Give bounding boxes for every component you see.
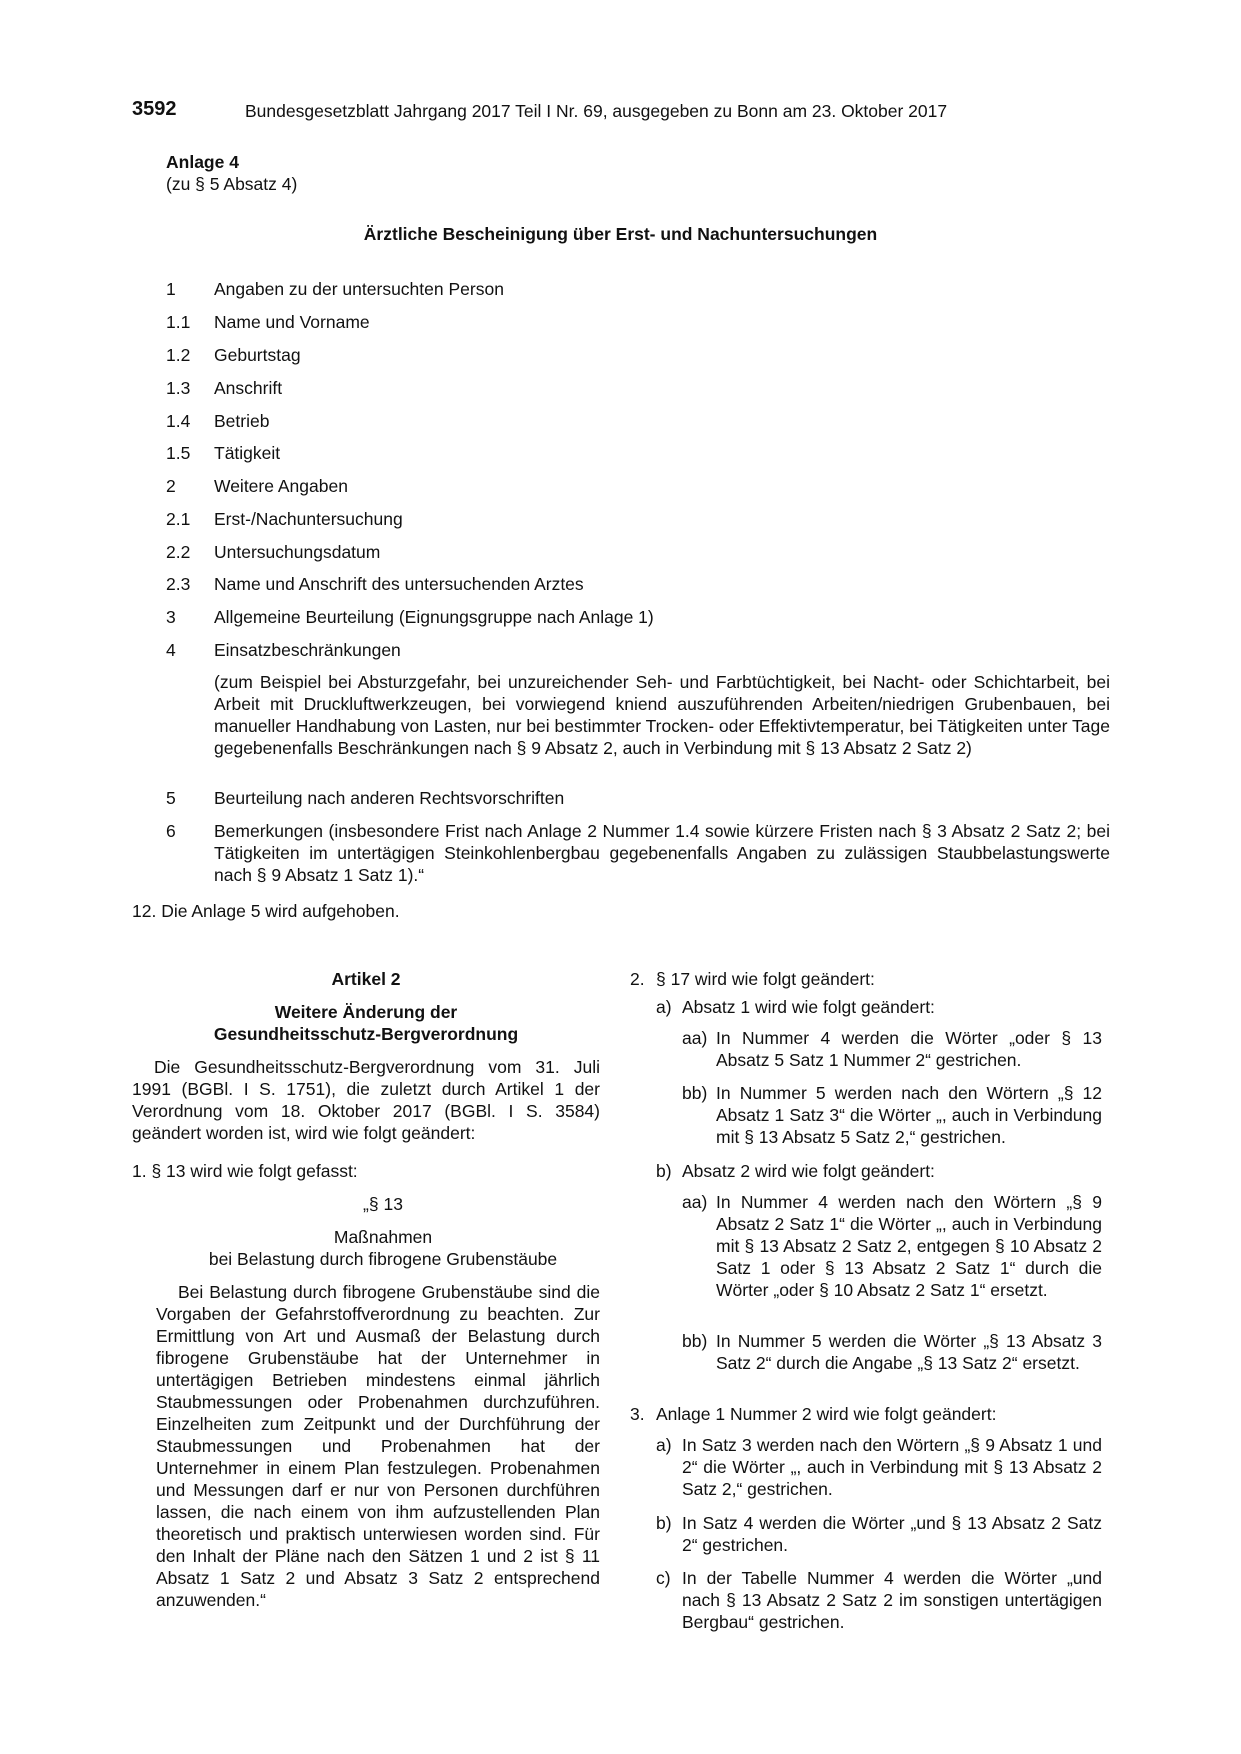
point-2-text: § 17 wird wie folgt geändert: — [656, 969, 875, 989]
point-3-text: Anlage 1 Nummer 2 wird wie folgt geändert: — [656, 1404, 997, 1424]
item-number: 3 — [166, 607, 176, 627]
anlage-title: Anlage 4 — [166, 152, 239, 172]
item-text: Bemerkungen (insbesondere Frist nach Anlage 2 Nummer 1.4 sowie kürzere Fristen nach § 3 Absatz 2 Satz 2; bei Tätigkeiten im untertägigen Steinkohlenbergbau gegebenenfalls Angaben zu zulässigen Staubbelastungswerte nach § 9 Absatz 1 Satz 1).“ — [214, 821, 1110, 885]
item-text: Anschrift — [214, 378, 283, 398]
item-number: 1.3 — [166, 378, 191, 398]
point-2b-aa-text: In Nummer 4 werden nach den Wörtern „§ 9 Absatz 2 Satz 1“ die Wörter „, auch in Verbindung mit § 13 Absatz 2 Satz 2, entgegen § 10 Absatz 2 Satz 1 oder § 13 Absatz 2 Satz 1“ durch die Wörter „oder § 10 Absatz 2 Satz 1“ ersetzt. — [716, 1192, 1102, 1300]
item-12-statement: 12. Die Anlage 5 wird aufgehoben. — [132, 901, 400, 921]
item-text: Name und Vorname — [214, 312, 370, 332]
point-1: 1. § 13 wird wie folgt gefasst: — [132, 1161, 358, 1181]
item-number: 2.1 — [166, 509, 191, 529]
item-number: 1.2 — [166, 345, 191, 365]
article-heading: Weitere Änderung der — [274, 1002, 458, 1022]
item-text: Tätigkeit — [214, 443, 281, 463]
item-text: Allgemeine Beurteilung (Eignungsgruppe nach Anlage 1) — [214, 607, 654, 627]
item-number: 4 — [166, 640, 176, 660]
point-2-number: 2. — [630, 969, 645, 989]
point-3-number: 3. — [630, 1404, 645, 1424]
section-title: bei Belastung durch fibrogene Grubenstäube — [208, 1249, 558, 1269]
certificate-heading: Ärztliche Bescheinigung über Erst- und Nachuntersuchungen — [363, 224, 878, 244]
point-2b-aa-label: aa) — [682, 1192, 708, 1212]
point-2b-bb-label: bb) — [682, 1331, 708, 1351]
point-3b-text: In Satz 4 werden die Wörter „und § 13 Absatz 2 Satz 2“ gestrichen. — [682, 1513, 1102, 1555]
item-text: Betrieb — [214, 411, 270, 431]
item-text: Untersuchungsdatum — [214, 542, 381, 562]
section-title: Maßnahmen — [333, 1227, 433, 1247]
item-number: 2 — [166, 476, 176, 496]
item-text: Geburtstag — [214, 345, 301, 365]
item-text: Angaben zu der untersuchten Person — [214, 279, 504, 299]
point-2a-text: Absatz 1 wird wie folgt geändert: — [682, 997, 935, 1017]
item-text: Weitere Angaben — [214, 476, 348, 496]
article-heading: Gesundheitsschutz-Bergverordnung — [213, 1024, 519, 1044]
section-number: „§ 13 — [363, 1194, 403, 1214]
item-text: Einsatzbeschränkungen — [214, 640, 401, 660]
anlage-reference: (zu § 5 Absatz 4) — [166, 174, 298, 194]
point-3c-text: In der Tabelle Nummer 4 werden die Wörter „und nach § 13 Absatz 2 Satz 2 im sonstigen untertägigen Bergbau“ gestrichen. — [682, 1568, 1102, 1632]
article-title: Artikel 2 — [331, 969, 401, 989]
point-2b-label: b) — [656, 1161, 672, 1181]
item-number: 2.3 — [166, 574, 191, 594]
point-2a-bb-text: In Nummer 5 werden nach den Wörtern „§ 12 Absatz 1 Satz 3“ die Wörter „, auch in Verbindung mit § 13 Absatz 5 Satz 2,“ gestrichen. — [716, 1083, 1102, 1147]
item-text: Name und Anschrift des untersuchenden Arztes — [214, 574, 584, 594]
point-2b-bb-text: In Nummer 5 werden die Wörter „§ 13 Absatz 3 Satz 2“ durch die Angabe „§ 13 Satz 2“ ersetzt. — [716, 1331, 1102, 1373]
point-2a-bb-label: bb) — [682, 1083, 708, 1103]
point-3a-text: In Satz 3 werden nach den Wörtern „§ 9 Absatz 1 und 2“ die Wörter „, auch in Verbindung mit § 13 Absatz 2 Satz 2,“ gestrichen. — [682, 1435, 1102, 1499]
point-3a-label: a) — [656, 1435, 672, 1455]
point-2a-aa-label: aa) — [682, 1028, 708, 1048]
item-number: 6 — [166, 821, 176, 841]
item-number: 1.4 — [166, 411, 191, 431]
section-body: Bei Belastung durch fibrogene Grubenstäube sind die Vorgaben der Gefahrstoffverordnung zu beachten. Zur Ermittlung von Art und Ausmaß der Belastung durch fibrogene Grubenstäube hat der Unternehmer in untertägigen Betrieben mindestens einmal jährlich Staubmessungen oder Probenahmen durchzuführen. Einzelheiten zum Zeitpunkt und der Durchführung der Staubmessungen und Probenahmen hat der Unternehmer in einem Plan festzulegen. Probenahmen und Messungen darf er nur von Personen durchführen lassen, die nach einem von ihm aufzustellenden Plan theoretisch und praktisch unterwiesen worden sind. Für den Inhalt der Pläne nach den Sätzen 1 und 2 ist § 11 Absatz 1 Satz 2 und Absatz 3 Satz 2 entsprechend anzuwenden.“ — [156, 1282, 600, 1610]
point-3c-label: c) — [656, 1568, 671, 1588]
running-title: Bundesgesetzblatt Jahrgang 2017 Teil I Nr. 69, ausgegeben zu Bonn am 23. Oktober 2017 — [245, 101, 948, 121]
item-number: 5 — [166, 788, 176, 808]
item-text: Erst-/Nachuntersuchung — [214, 509, 403, 529]
point-2b-text: Absatz 2 wird wie folgt geändert: — [682, 1161, 935, 1181]
point-3b-label: b) — [656, 1513, 672, 1533]
point-2a-label: a) — [656, 997, 672, 1017]
item4-note: (zum Beispiel bei Absturzgefahr, bei unzureichender Seh- und Farbtüchtigkeit, bei Nacht- oder Schichtarbeit, bei Arbeit mit Druckluftwerkzeugen, bei vorwiegend kniend auszuführenden Arbeiten/niedrigen Grubenbauen, bei manueller Handhabung von Lasten, nur bei bestimmter Trocken- oder Effektivtemperatur, bei Tätigkeiten unter Tage gegebenenfalls Beschränkungen nach § 9 Absatz 2, auch in Verbindung mit § 13 Absatz 2 Satz 2) — [214, 672, 1110, 758]
point-2a-aa-text: In Nummer 4 werden die Wörter „oder § 13 Absatz 5 Satz 1 Nummer 2“ gestrichen. — [716, 1028, 1102, 1070]
article-intro: Die Gesundheitsschutz-Bergverordnung vom 31. Juli 1991 (BGBl. I S. 1751), die zuletzt durch Artikel 1 der Verordnung vom 18. Oktober 2017 (BGBl. I S. 3584) geändert worden ist, wird wie folgt geändert: — [132, 1057, 600, 1143]
item-number: 2.2 — [166, 542, 191, 562]
item-text: Beurteilung nach anderen Rechtsvorschriften — [214, 788, 565, 808]
item-number: 1.1 — [166, 312, 191, 332]
item-number: 1 — [166, 279, 176, 299]
item-number: 1.5 — [166, 443, 191, 463]
page-number: 3592 — [132, 98, 177, 120]
